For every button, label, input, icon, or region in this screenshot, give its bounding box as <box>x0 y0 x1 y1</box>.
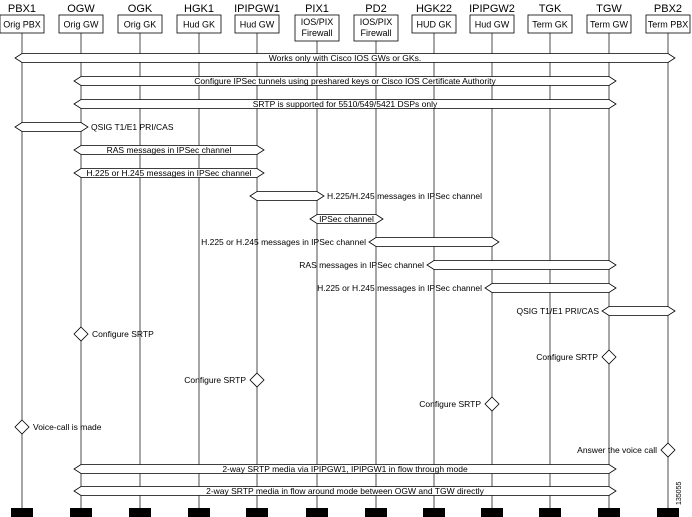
message-label: IPSec channel <box>319 214 374 224</box>
action-label: Configure SRTP <box>184 375 246 385</box>
participant-label: Hud GW <box>474 19 510 30</box>
participant-id: TGW <box>596 3 622 15</box>
participant-id: TGK <box>538 3 562 15</box>
message-span <box>485 284 616 293</box>
lifeline-end-bar <box>129 508 151 517</box>
message-span <box>602 307 675 316</box>
participant-label: Term GW <box>590 19 628 30</box>
action-diamond <box>661 443 675 457</box>
action-label: Configure SRTP <box>419 399 481 409</box>
message-label: H.225/H.245 messages in IPSec channel <box>327 191 482 201</box>
message-span <box>369 238 499 247</box>
action-label: Answer the voice call <box>577 445 657 455</box>
participant-id: PD2 <box>365 3 387 15</box>
participant-label: IOS/PIX Firewall <box>359 17 393 38</box>
action-diamond <box>602 350 616 364</box>
lifeline-end-bar <box>70 508 92 517</box>
participant-id: HGK1 <box>184 3 214 15</box>
participant-label: Term PBX <box>647 19 689 30</box>
message-label: QSIG T1/E1 PRI/CAS <box>91 122 174 132</box>
participant-label: IOS/PIX Firewall <box>300 17 334 38</box>
action-diamond <box>74 327 88 341</box>
messages <box>15 53 675 496</box>
message-label: H.225 or H.245 messages in IPSec channel <box>317 283 482 293</box>
action-diamond <box>15 420 29 434</box>
message-span <box>15 123 88 132</box>
participant-id: OGW <box>67 3 95 15</box>
action-label: Voice-call is made <box>33 422 102 432</box>
lifeline-end-bar <box>539 508 561 517</box>
participant-label: Hud GW <box>239 19 275 30</box>
message-span <box>250 192 324 201</box>
participant-id: IPIPGW2 <box>469 3 515 15</box>
message-label: QSIG T1/E1 PRI/CAS <box>516 306 599 316</box>
participant-label: HUD GK <box>416 19 452 30</box>
message-label: Works only with Cisco IOS GWs or GKs. <box>268 53 422 63</box>
lifeline-end-bar <box>188 508 210 517</box>
participant-id: PBX1 <box>7 3 37 15</box>
participant-label: Hud GK <box>182 19 216 30</box>
action-label: Configure SRTP <box>92 329 154 339</box>
participant-id: PBX2 <box>653 3 683 15</box>
message-label: 2-way SRTP media in flow around mode between OGW and TGW directly <box>206 486 484 496</box>
message-span <box>427 261 616 270</box>
figure-id: 135055 <box>676 481 683 505</box>
participant-headers <box>0 3 690 41</box>
participant-label: Orig PBX <box>3 19 41 30</box>
lifeline-end-bar <box>423 508 445 517</box>
message-label: 2-way SRTP media via IPIPGW1, IPIPGW1 in flow through mode <box>222 464 468 474</box>
message-label: H.225 or H.245 messages in IPSec channel <box>201 237 366 247</box>
lifeline-end-bar <box>657 508 679 517</box>
lifeline-end-bar <box>481 508 503 517</box>
participant-label: Orig GW <box>63 19 99 30</box>
lifeline-end-bar <box>11 508 33 517</box>
message-label: RAS messages in IPSec channel <box>299 260 424 270</box>
lifeline-end-bar <box>365 508 387 517</box>
message-label: RAS messages in IPSec channel <box>106 145 232 155</box>
message-label: SRTP is supported for 5510/549/5421 DSPs only <box>252 99 438 109</box>
lifeline-end-bar <box>246 508 268 517</box>
participant-label: Orig GK <box>123 19 157 30</box>
participant-id: HGK22 <box>415 3 453 15</box>
message-label: H.225 or H.245 messages in IPSec channel <box>86 168 252 178</box>
lifeline-end-bar <box>306 508 328 517</box>
participant-id: IPIPGW1 <box>234 3 280 15</box>
action-diamond <box>250 373 264 387</box>
message-label: Configure IPSec tunnels using preshared keys or Cisco IOS Certificate Authority <box>194 76 496 86</box>
lifeline-end-bar <box>598 508 620 517</box>
participant-id: OGK <box>127 3 153 15</box>
lifeline-end-bars <box>11 508 679 517</box>
action-diamond <box>485 397 499 411</box>
action-label: Configure SRTP <box>536 352 598 362</box>
participant-id: PIX1 <box>305 3 329 15</box>
participant-label: Term GK <box>532 19 568 30</box>
